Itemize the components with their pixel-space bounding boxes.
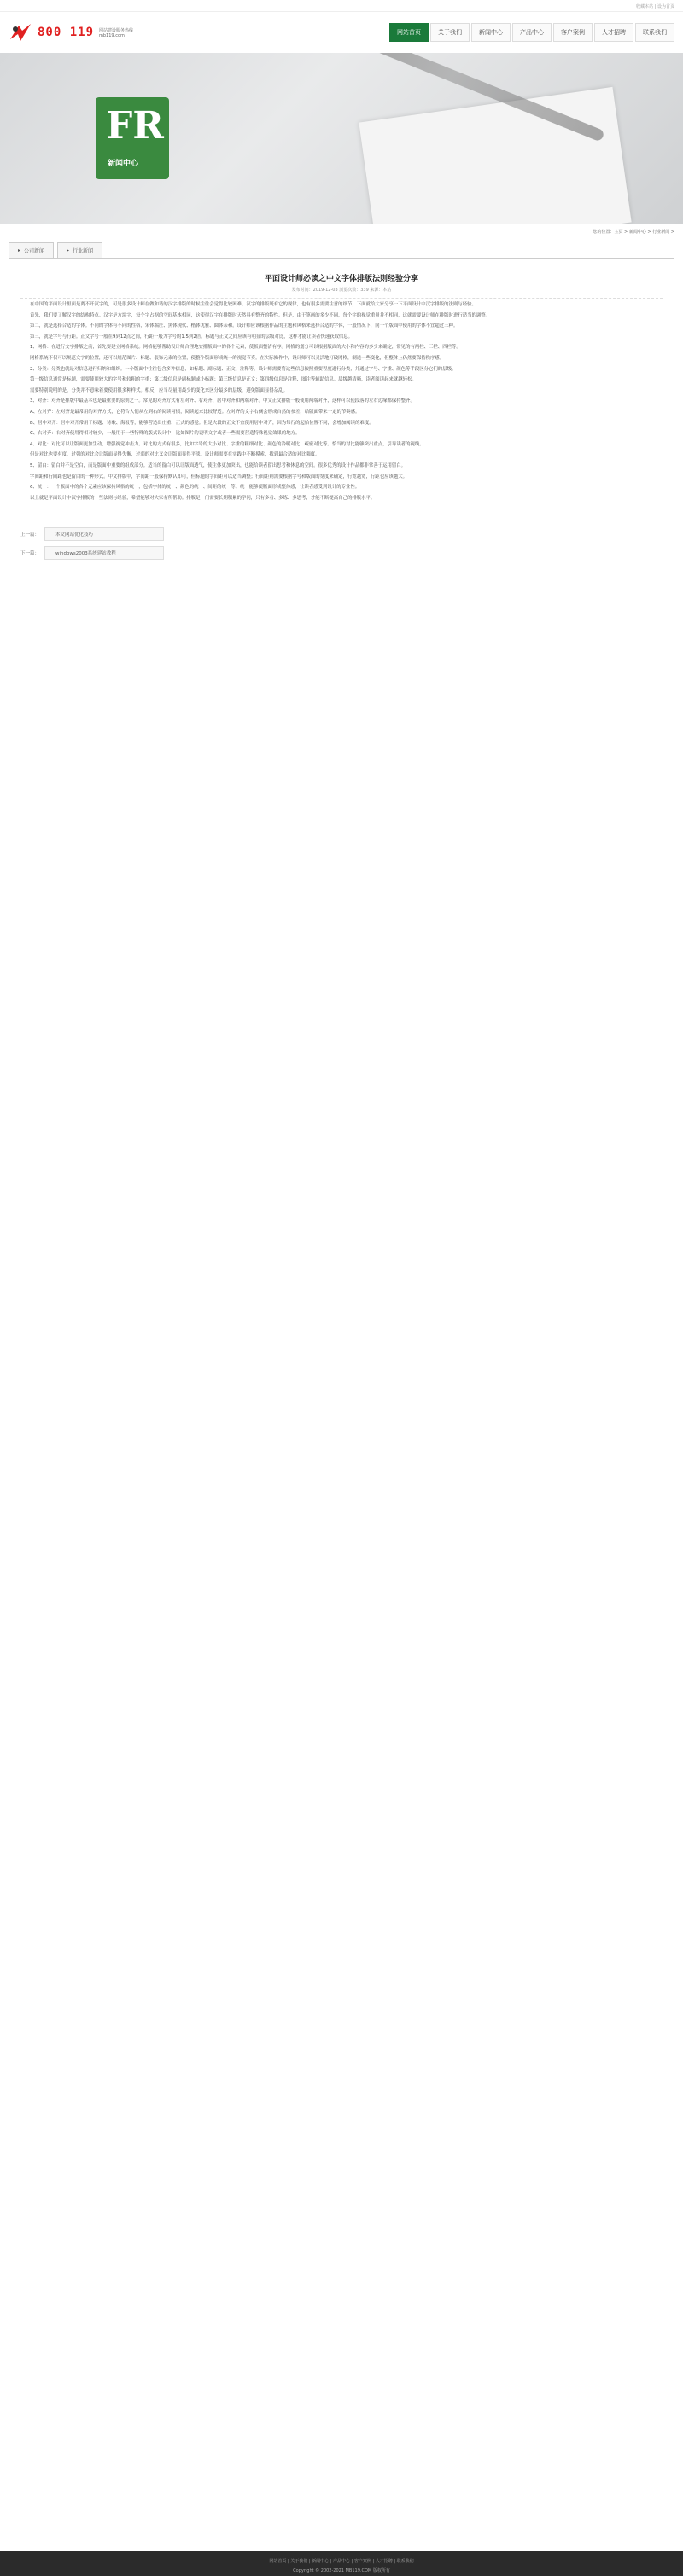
- article-paragraph: 但是对比也要有度，过强的对比会让版面显得失衡，过弱的对比又会让版面显得平淡。设计师需要在实践中不断摸索，找到最合适的对比强度。: [30, 452, 320, 458]
- topbar: [0, 0, 683, 12]
- article-meta: 发布时间：2019-12-03 浏览次数：339 来源：本站: [20, 287, 663, 299]
- article: [9, 259, 674, 560]
- breadcrumb[interactable]: 您的位置：主页 > 新闻中心 > 行业新闻 >: [593, 230, 674, 235]
- nav-news[interactable]: 新闻中心: [471, 23, 511, 42]
- prev-label: 上一篇：: [20, 532, 40, 538]
- logo-url: mb119.com: [99, 32, 125, 38]
- site-footer: [0, 2551, 683, 2576]
- article-paragraph: 3、对齐：对齐是排版中最基本也是最重要的原则之一。常见的对齐方式有左对齐、右对齐、居中对齐和两端对齐。中文正文排版一般使用两端对齐，这样可以使段落的左右边缘都保持整齐。: [30, 398, 415, 404]
- nav-products[interactable]: 产品中心: [512, 23, 552, 42]
- article-paragraph: 1、网格：在进行文字排版之前，首先要建立网格系统。网格能够帮助设计师合理地安排版面中的各个元素，使版面整洁有序。网格的划分可以根据版面的大小和内容的多少来确定，常见的有两栏、三栏、四栏等。: [30, 345, 461, 351]
- article-title: 平面设计师必读之中文字体排版法则经验分享: [264, 275, 418, 283]
- tab-company-news[interactable]: [9, 242, 54, 258]
- tab-label: 行业新闻: [73, 248, 94, 254]
- nav-contact[interactable]: 联系我们: [635, 23, 674, 42]
- article-paragraph: 4、对比：对比可以让版面更加生动，增强视觉冲击力。对比的方式有很多，比如字号的大小对比、字重的粗细对比、颜色的冷暖对比、疏密对比等。恰当的对比能够突出重点，引导读者的视线。: [30, 441, 424, 447]
- nav-jobs[interactable]: 人才招聘: [594, 23, 633, 42]
- main-nav: [389, 23, 674, 42]
- logo-number: 800 119: [38, 26, 95, 39]
- article-paragraph: A、左对齐：左对齐是最常用的对齐方式，它符合人们从左到右的阅读习惯，阅读起来比较舒适。左对齐的文字右侧会形成自然的参差，给版面带来一定的节奏感。: [30, 409, 360, 415]
- article-paragraph: 第三，就是字号与行距。正文字号一般在9到12点之间，行距一般为字号的1.5到2倍。标题与正文之间应该有明显的层级对比，这样才能让读者快速获取信息。: [30, 334, 353, 340]
- nav-cases[interactable]: 客户案例: [553, 23, 593, 42]
- site-logo[interactable]: [9, 22, 133, 43]
- article-paragraph: 需要特别说明的是，分类并不意味着要使用很多种样式。相反，应当尽量用最少的变化来区分最多的层级，避免版面显得杂乱。: [30, 387, 288, 393]
- article-body: [20, 301, 663, 503]
- tab-icon: ▸: [18, 247, 21, 253]
- article-paragraph: 网格系统不仅可以规范文字的位置，还可以规范图片、标题、装饰元素的位置，使整个版面形成统一的视觉节奏。在实际操作中，设计师可以灵活地打破网格，制造一些变化，但整体上仍然要保持秩序感。: [30, 355, 445, 361]
- logo-icon: [9, 22, 32, 43]
- article-paragraph: 首先，我们要了解汉字的结构特点。汉字是方块字，每个字占据的空间基本相同，这使得汉字在排版时天然具有整齐的特性。但是，由于笔画的多少不同，每个字的视觉重量并不相同，这就需要设计师在排版时进行适当的调整。: [30, 312, 491, 318]
- article-paragraph: C、右对齐：右对齐使用得相对较少，一般用于一些特殊的版式设计中，比如图片的说明文字或者一些需要营造特殊视觉效果的地方。: [30, 431, 301, 437]
- footer-links[interactable]: 网站首页 | 关于我们 | 新闻中心 | 产品中心 | 客户案例 | 人才招聘 | 联系我们: [269, 2559, 414, 2564]
- tab-label: 公司新闻: [24, 248, 45, 254]
- nav-home[interactable]: 网站首页: [389, 23, 429, 42]
- article-paragraph: 第二，就是选择合适的字体。不同的字体有不同的性格，宋体端庄、黑体现代、楷体优雅、圆体亲和。设计师应该根据作品的主题和风格来选择合适的字体，一般情况下，同一个版面中使用的字体不宜超过三种。: [30, 323, 458, 329]
- next-label: 下一篇：: [20, 551, 40, 557]
- category-tabs: [9, 240, 674, 259]
- logo-subtitle: 网站建设服务热线: [99, 27, 134, 33]
- tab-icon: ▸: [67, 247, 70, 253]
- article-paragraph: 第一级信息通常是标题，需要使用较大的字号和较粗的字重；第二级信息是副标题或小标题；第三级信息是正文；第四级信息是注释、图注等辅助信息。层级越清晰，读者阅读起来就越轻松。: [30, 377, 417, 383]
- topbar-links[interactable]: 收藏本站 | 设为首页: [636, 3, 674, 9]
- prev-next-nav: [20, 515, 663, 560]
- article-paragraph: 5、留白：留白并不是空白，而是版面中重要的组成部分。适当的留白可以让版面透气，使主体更加突出，也能给读者留出思考和休息的空间。很多优秀的设计作品都非常善于运用留白。: [30, 462, 406, 468]
- nav-about[interactable]: 关于我们: [430, 23, 470, 42]
- footer-copyright: Copyright © 2002-2021 MB119.COM 版权所有: [293, 2568, 390, 2573]
- article-paragraph: 以上就是平面设计中汉字排版的一些法则与经验，希望能够对大家有所帮助。排版是一门需要长期积累的学问，只有多看、多练、多思考，才能不断提高自己的排版水平。: [30, 495, 376, 501]
- article-paragraph: 6、统一：一个版面中的各个元素应该保持风格的统一，包括字体的统一、颜色的统一、间距的统一等。统一能够使版面形成整体感，让读者感受到设计的专业性。: [30, 485, 360, 491]
- article-paragraph: B、居中对齐：居中对齐常用于标题、诗歌、海报等，能够营造出庄重、正式的感觉。但是大段的正文不宜使用居中对齐，因为每行的起始位置不同，会增加阅读的难度。: [30, 420, 374, 426]
- news-banner: [0, 53, 683, 224]
- banner-fr-badge: [96, 97, 169, 179]
- article-paragraph: 字间距和行间距也是留白的一种形式。中文排版中，字间距一般保持默认即可，但标题的字间距可以适当调整；行间距则需要根据字号和版面的宽度来确定，行宽越宽，行距也应该越大。: [30, 474, 408, 480]
- next-article-link[interactable]: windows2003系统建站教程: [44, 546, 164, 560]
- header: [0, 12, 683, 53]
- prev-article-link[interactable]: 本文网站优化技巧: [44, 527, 164, 541]
- tab-industry-news[interactable]: [57, 242, 102, 258]
- banner-fr-text: FR: [106, 104, 164, 148]
- article-paragraph: 2、分类：分类也就是对信息进行归纳和组织。一个版面中往往包含多种信息，如标题、副标题、正文、注释等，设计师需要将这些信息按照重要程度进行分类，并通过字号、字重、颜色等手段区分它们的层级。: [30, 366, 457, 372]
- article-paragraph: 在中国的平面设计里面是离不开汉字的，可是很多设计师在做和谐的汉字排版的时候往往会觉得比较困难。汉字的排版既有它的规律，也有很多需要注意的细节，下面就给大家分享一下平面设计中汉字排版的法则与经验。: [30, 302, 476, 307]
- banner-paper-decoration: [359, 87, 631, 224]
- banner-section-title: 新闻中心: [108, 160, 139, 168]
